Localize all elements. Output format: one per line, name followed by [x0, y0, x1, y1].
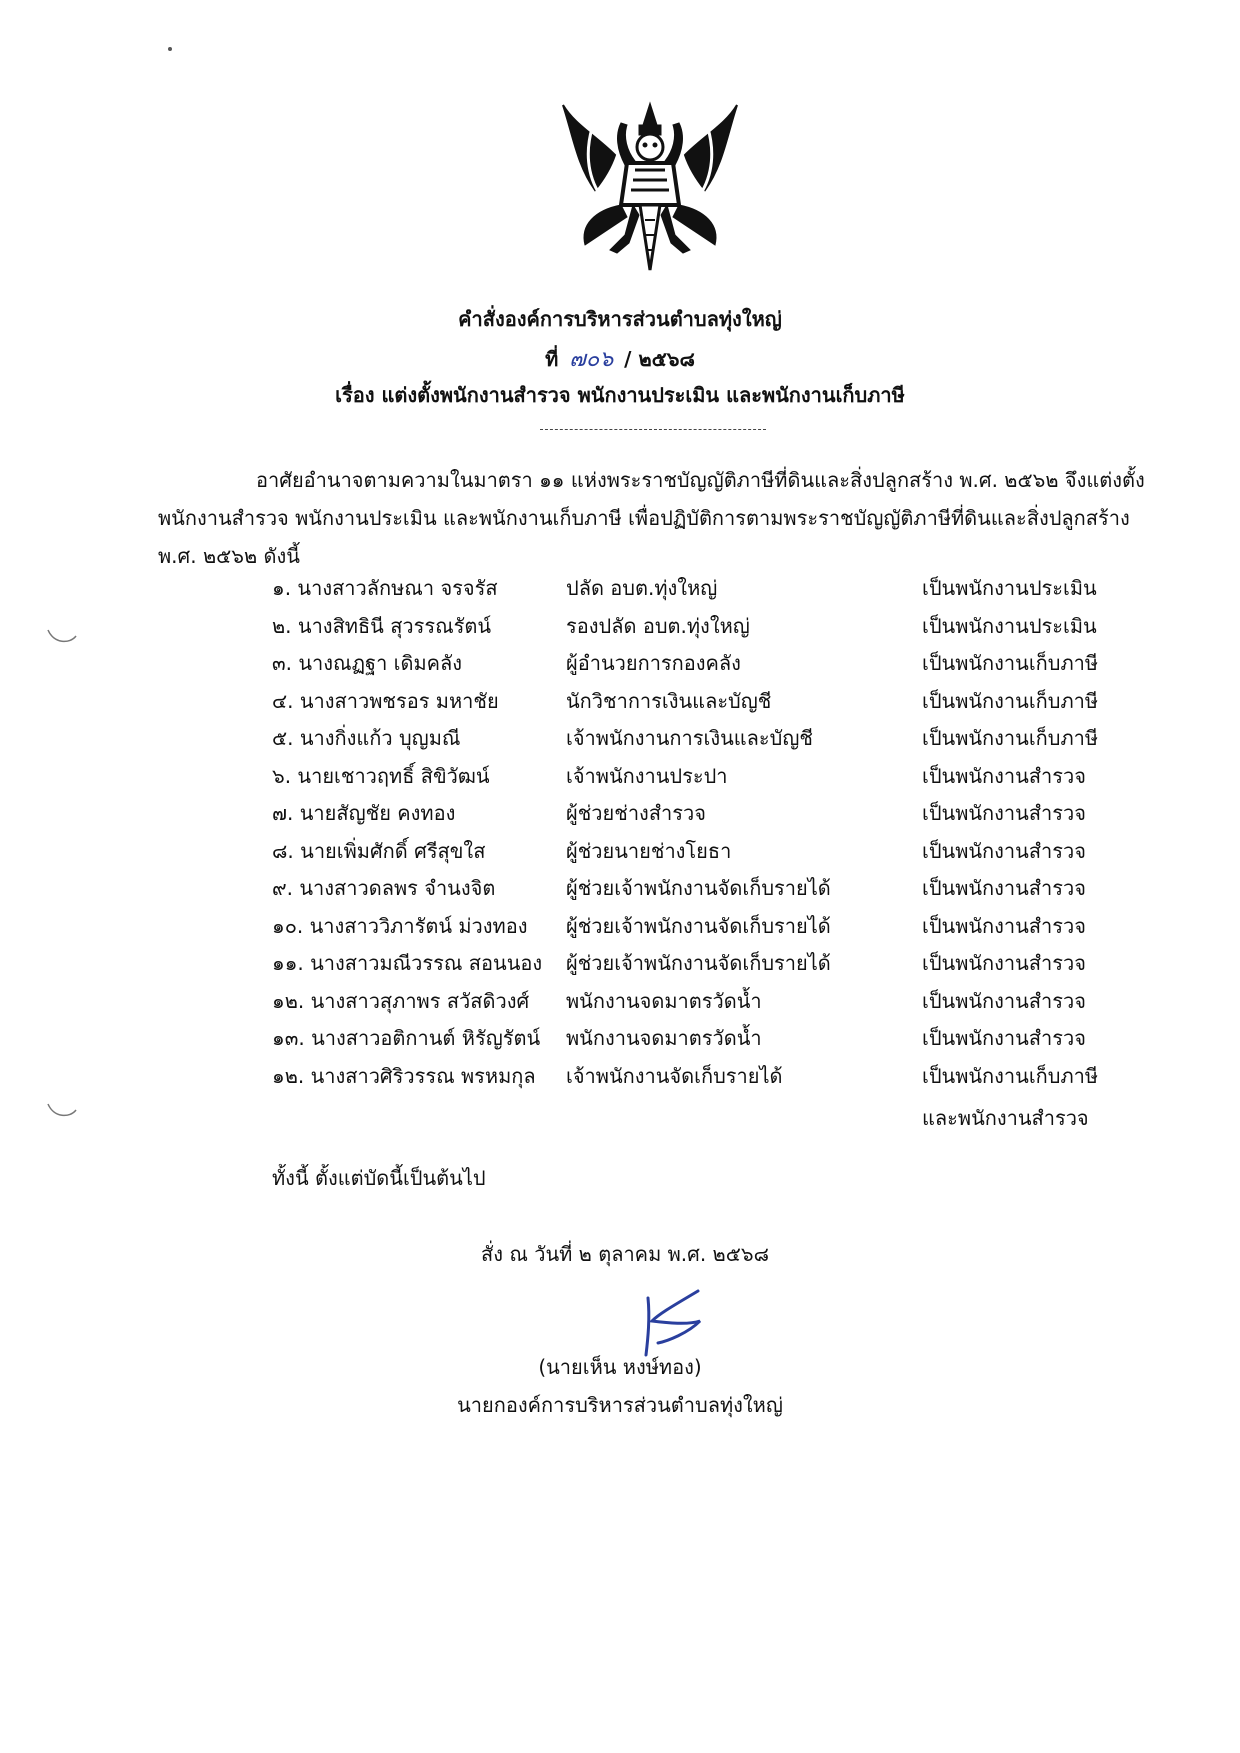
appointee-role: เป็นพนักงานสำรวจ [922, 988, 1086, 1013]
appointee-row [0, 685, 1240, 722]
appointee-position: ผู้ช่วยเจ้าพนักงานจัดเก็บรายได้ [566, 951, 831, 975]
appointee-row [0, 610, 1240, 647]
order-number [0, 341, 1240, 376]
appointee-position: พนักงานจดมาตรวัดน้ำ [566, 988, 762, 1013]
appointee-role: เป็นพนักงานเก็บภาษี [922, 726, 1099, 750]
appointee-row [0, 760, 1240, 797]
appointee-name: ๓. นางณฏฐา เดิมคลัง [272, 651, 463, 675]
appointee-name: ๑๒. นางสาวสุภาพร สวัสดิวงศ์ [272, 988, 530, 1013]
appointee-name: ๑๒. นางสาวศิริวรรณ พรหมกุล [272, 1063, 536, 1088]
appointee-name: ๒. นางสิทธินี สุวรรณรัตน์ [272, 613, 492, 638]
order-number-handwritten: ๗๐๖ [569, 347, 614, 372]
appointee-row [0, 1060, 1240, 1097]
signer-title: นายกองค์การบริหารส่วนตำบลทุ่งใหญ่ [457, 1393, 783, 1417]
appointee-row [0, 1022, 1240, 1059]
appointee-position: นักวิชาการเงินและบัญชี [566, 688, 772, 713]
appointee-row [0, 797, 1240, 834]
appointee-position: เจ้าพนักงานการเงินและบัญชี [566, 726, 813, 750]
order-number-year: / ๒๕๖๘ [624, 347, 695, 371]
order-title: คำสั่งองค์การบริหารส่วนตำบลทุ่งใหญ่ [458, 307, 782, 331]
effective-line: ทั้งนี้ ตั้งแต่บัดนี้เป็นต้นไป [272, 1166, 486, 1190]
appointee-extra-role: และพนักงานสำรวจ [922, 1106, 1089, 1130]
appointee-position: เจ้าพนักงานประปา [566, 763, 728, 788]
appointee-position: รองปลัด อบต.ทุ่งใหญ่ [566, 613, 750, 638]
appointee-name: ๑๑. นางสาวมณีวรรณ สอนนอง [272, 951, 543, 975]
appointee-row [0, 872, 1240, 909]
title-divider [540, 429, 766, 430]
appointee-position: ผู้ช่วยช่างสำรวจ [566, 801, 706, 825]
appointee-role: เป็นพนักงานสำรวจ [922, 801, 1086, 825]
appointee-name: ๙. นางสาวดลพร จำนงจิต [272, 876, 496, 900]
appointee-name: ๖. นายเชาวฤทธิ์ สิขิวัฒน์ [272, 763, 490, 788]
appointee-name: ๑๐. นางสาววิภารัตน์ ม่วงทอง [272, 913, 528, 938]
appointee-row [0, 835, 1240, 872]
appointee-name: ๑. นางสาวลักษณา จรจรัส [272, 576, 498, 600]
appointee-position: ผู้อำนวยการกองคลัง [566, 651, 741, 675]
punch-hole-mark-icon [46, 1102, 78, 1118]
appointee-position: เจ้าพนักงานจัดเก็บรายได้ [566, 1063, 783, 1088]
appointee-row [0, 572, 1240, 609]
appointee-name: ๔. นางสาวพชรอร มหาชัย [272, 688, 499, 713]
appointee-name: ๕. นางกิ่งแก้ว บุญมณี [272, 726, 461, 750]
appointee-role: เป็นพนักงานสำรวจ [922, 1026, 1086, 1050]
appointee-role: เป็นพนักงานสำรวจ [922, 763, 1086, 788]
appointee-position: ผู้ช่วยเจ้าพนักงานจัดเก็บรายได้ [566, 876, 831, 900]
appointee-name: ๘. นายเพิ่มศักดิ์ ศรีสุขใส [272, 838, 486, 863]
order-number-prefix: ที่ [545, 347, 559, 371]
appointee-position: ผู้ช่วยนายช่างโยธา [566, 838, 732, 863]
garuda-emblem-icon [555, 95, 745, 275]
punch-hole-mark-icon [46, 628, 78, 644]
appointee-row [0, 910, 1240, 947]
appointee-row [0, 947, 1240, 984]
appointee-role: เป็นพนักงานประเมิน [922, 613, 1097, 638]
appointee-row [0, 722, 1240, 759]
appointee-row [0, 647, 1240, 684]
appointee-role: เป็นพนักงานเก็บภาษี [922, 651, 1099, 675]
appointee-position: ผู้ช่วยเจ้าพนักงานจัดเก็บรายได้ [566, 913, 831, 938]
appointee-role: เป็นพนักงานประเมิน [922, 576, 1097, 600]
order-subject: เรื่อง แต่งตั้งพนักงานสำรวจ พนักงานประเมิน และพนักงานเก็บภาษี [335, 383, 905, 407]
appointee-role: เป็นพนักงานสำรวจ [922, 913, 1086, 938]
signer-name: (นายเห็น หงษ์ทอง) [538, 1355, 702, 1379]
appointee-position: พนักงานจดมาตรวัดน้ำ [566, 1026, 762, 1050]
appointee-name: ๗. นายสัญชัย คงทอง [272, 801, 456, 825]
preamble-text: อาศัยอำนาจตามความในมาตรา ๑๑ แห่งพระราชบัญญัติภาษีที่ดินและสิ่งปลูกสร้าง พ.ศ. ๒๕๖๒ จึงแต่งตั้งพนักงานสำรวจ พนักงานประเมิน และพนักงานเก็บภาษี เพื่อปฏิบัติการตามพระราชบัญญัติภาษีที่ดินและสิ่งปลูกสร้าง พ.ศ. ๒๕๖๒ ดังนี้ [158, 468, 1145, 568]
paper-speck [168, 47, 172, 51]
preamble-paragraph [158, 461, 1148, 575]
appointee-role: เป็นพนักงานเก็บภาษี [922, 1063, 1099, 1088]
appointee-role: เป็นพนักงานสำรวจ [922, 951, 1086, 975]
appointee-name: ๑๓. นางสาวอติกานต์ หิรัญรัตน์ [272, 1026, 541, 1050]
appointee-row [0, 985, 1240, 1022]
order-date-line: สั่ง ณ วันที่ ๒ ตุลาคม พ.ศ. ๒๕๖๘ [480, 1242, 770, 1266]
appointee-role: เป็นพนักงานสำรวจ [922, 876, 1086, 900]
appointee-position: ปลัด อบต.ทุ่งใหญ่ [566, 576, 718, 600]
appointee-role: เป็นพนักงานเก็บภาษี [922, 688, 1099, 713]
appointee-role: เป็นพนักงานสำรวจ [922, 838, 1086, 863]
